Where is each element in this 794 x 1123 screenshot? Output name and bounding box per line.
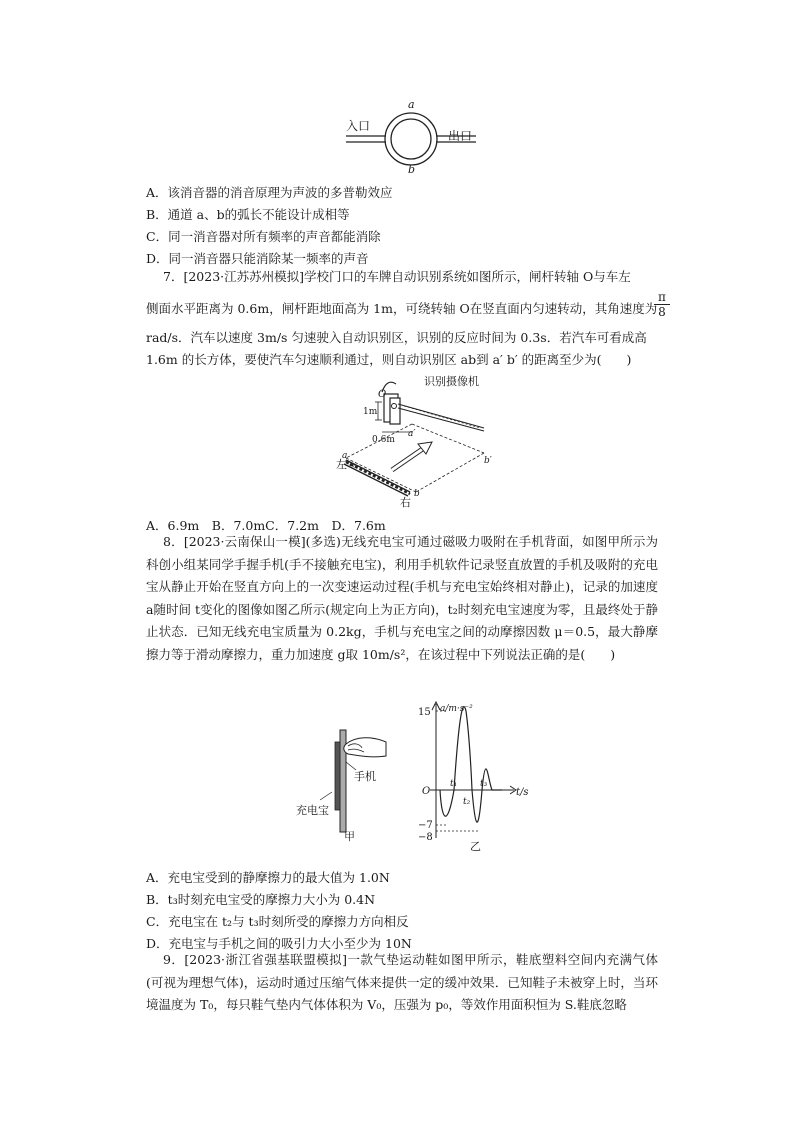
inlet-label: 入口 (346, 119, 371, 133)
x-axis-label: t/s (516, 787, 529, 798)
label-a: a (408, 98, 415, 111)
q8-option-a: A．充电宝受到的静摩擦力的最大值为 1.0N (146, 870, 390, 885)
q9-stem: 9．[2023·浙江省强基联盟模拟]一款气垫运动鞋如图甲所示，鞋底塑料空间内充满气体(可视为理想气体)，运动时通过压缩气体来提供一定的缓冲效果．已知鞋子未被穿上时，当环境温度为 T₀，每只鞋气垫内气体体积为 V₀，压强为 p₀，等效作用面积恒为 S.鞋底忽略 (146, 952, 658, 1012)
q8-option-c: C．充电宝在 t₂与 t₃时刻所受的摩擦力方向相反 (146, 914, 409, 929)
phone-hand-figure (290, 722, 390, 843)
q8-option-b: B．t₃时刻充电宝受的摩擦力大小为 0.4N (146, 892, 376, 907)
point-b2-label: b′ (484, 456, 492, 466)
q7-line-1: 7．[2023·江苏苏州模拟]学校门口的车牌自动识别系统如图所示，闸杆转轴 O与车左 (163, 269, 631, 284)
q8-option-d: D．充电宝与手机之间的吸引力大小至少为 10N (146, 936, 412, 951)
q7-fraction (654, 290, 670, 319)
left-label: 左 (336, 458, 347, 471)
figure-yi-caption: 乙 (470, 840, 481, 853)
q6-option-d: D．同一消音器只能消除某一频率的声音 (146, 251, 369, 266)
point-b-label: b (414, 489, 420, 499)
origin-label: O (422, 786, 431, 797)
y-axis-label: a/m·s⁻² (440, 704, 473, 714)
distance-label: 0.6m (372, 435, 395, 445)
y-tick-neg8: −8 (418, 832, 433, 843)
muffler-figure (340, 96, 480, 174)
q7-line-4: 1.6m 的长方体，要使汽车匀速顺利通过，则自动识别区 ab到 a′ b′ 的距离至少为( ) (146, 352, 632, 367)
right-label: 右 (400, 496, 411, 509)
q6-option-b: B．通道 a、b的弧长不能设计成相等 (146, 207, 350, 222)
label-b: b (408, 163, 416, 176)
fraction-numerator: π (658, 290, 666, 304)
acceleration-graph (412, 700, 552, 852)
gate-figure (338, 372, 498, 508)
y-tick-15: 15 (418, 707, 431, 718)
point-a2-label: a′ (408, 429, 416, 439)
t2-label: t₂ (463, 797, 471, 807)
q7-line-3: rad/s．汽车以速度 3m/s 匀速驶入自动识别区，识别的反应时间为 0.3s．若汽车可看成高 (146, 330, 647, 345)
height-label: 1m (363, 407, 378, 417)
axis-o-label: O (378, 389, 387, 400)
t3-label: t₃ (480, 779, 488, 789)
t1-label: t₁ (450, 779, 458, 789)
fraction-denominator: 8 (654, 304, 670, 319)
point-a-label: a (342, 451, 348, 461)
y-tick-neg7: −7 (418, 820, 433, 831)
q6-option-c: C．同一消音器对所有频率的声音都能消除 (146, 229, 381, 244)
powerbank-label: 充电宝 (296, 804, 329, 817)
figure-jia-caption: 甲 (344, 830, 355, 843)
q7-options: A．6.9m B．7.0mC．7.2m D．7.6m (146, 518, 386, 533)
phone-label: 手机 (354, 770, 376, 783)
q8-stem: 8．[2023·云南保山一模](多选)无线充电宝可通过磁吸力吸附在手机背面，如图甲所示为科创小组某同学手握手机(手不接触充电宝)，利用手机软件记录竖直放置的手机及吸附的充电宝从静止开始在竖直方向上的一次变速运动过程(手机与充电宝始终相对静止)，记录的加速度 a随时间 t变化的图像如图乙所示(规定向上为正方向)，t₂时刻充电宝速度为零，且最终处于静止状态．已知无线充电宝质量为 0.2kg，手机与充电宝之间的动摩擦因数 μ＝0.5，最大静摩擦力等于滑动摩擦力，重力加速度 g取 10m/s²，在该过程中下列说法正确的是( ) (146, 534, 658, 662)
q7-line-2: 侧面水平距离为 0.6m，闸杆距地面高为 1m，可绕转轴 O在竖直面内匀速转动，其角速度为 (146, 301, 658, 316)
camera-label: 识别摄像机 (424, 375, 479, 388)
outlet-label: 出口 (448, 129, 473, 143)
q6-option-a: A．该消音器的消音原理为声波的多普勒效应 (146, 185, 393, 200)
